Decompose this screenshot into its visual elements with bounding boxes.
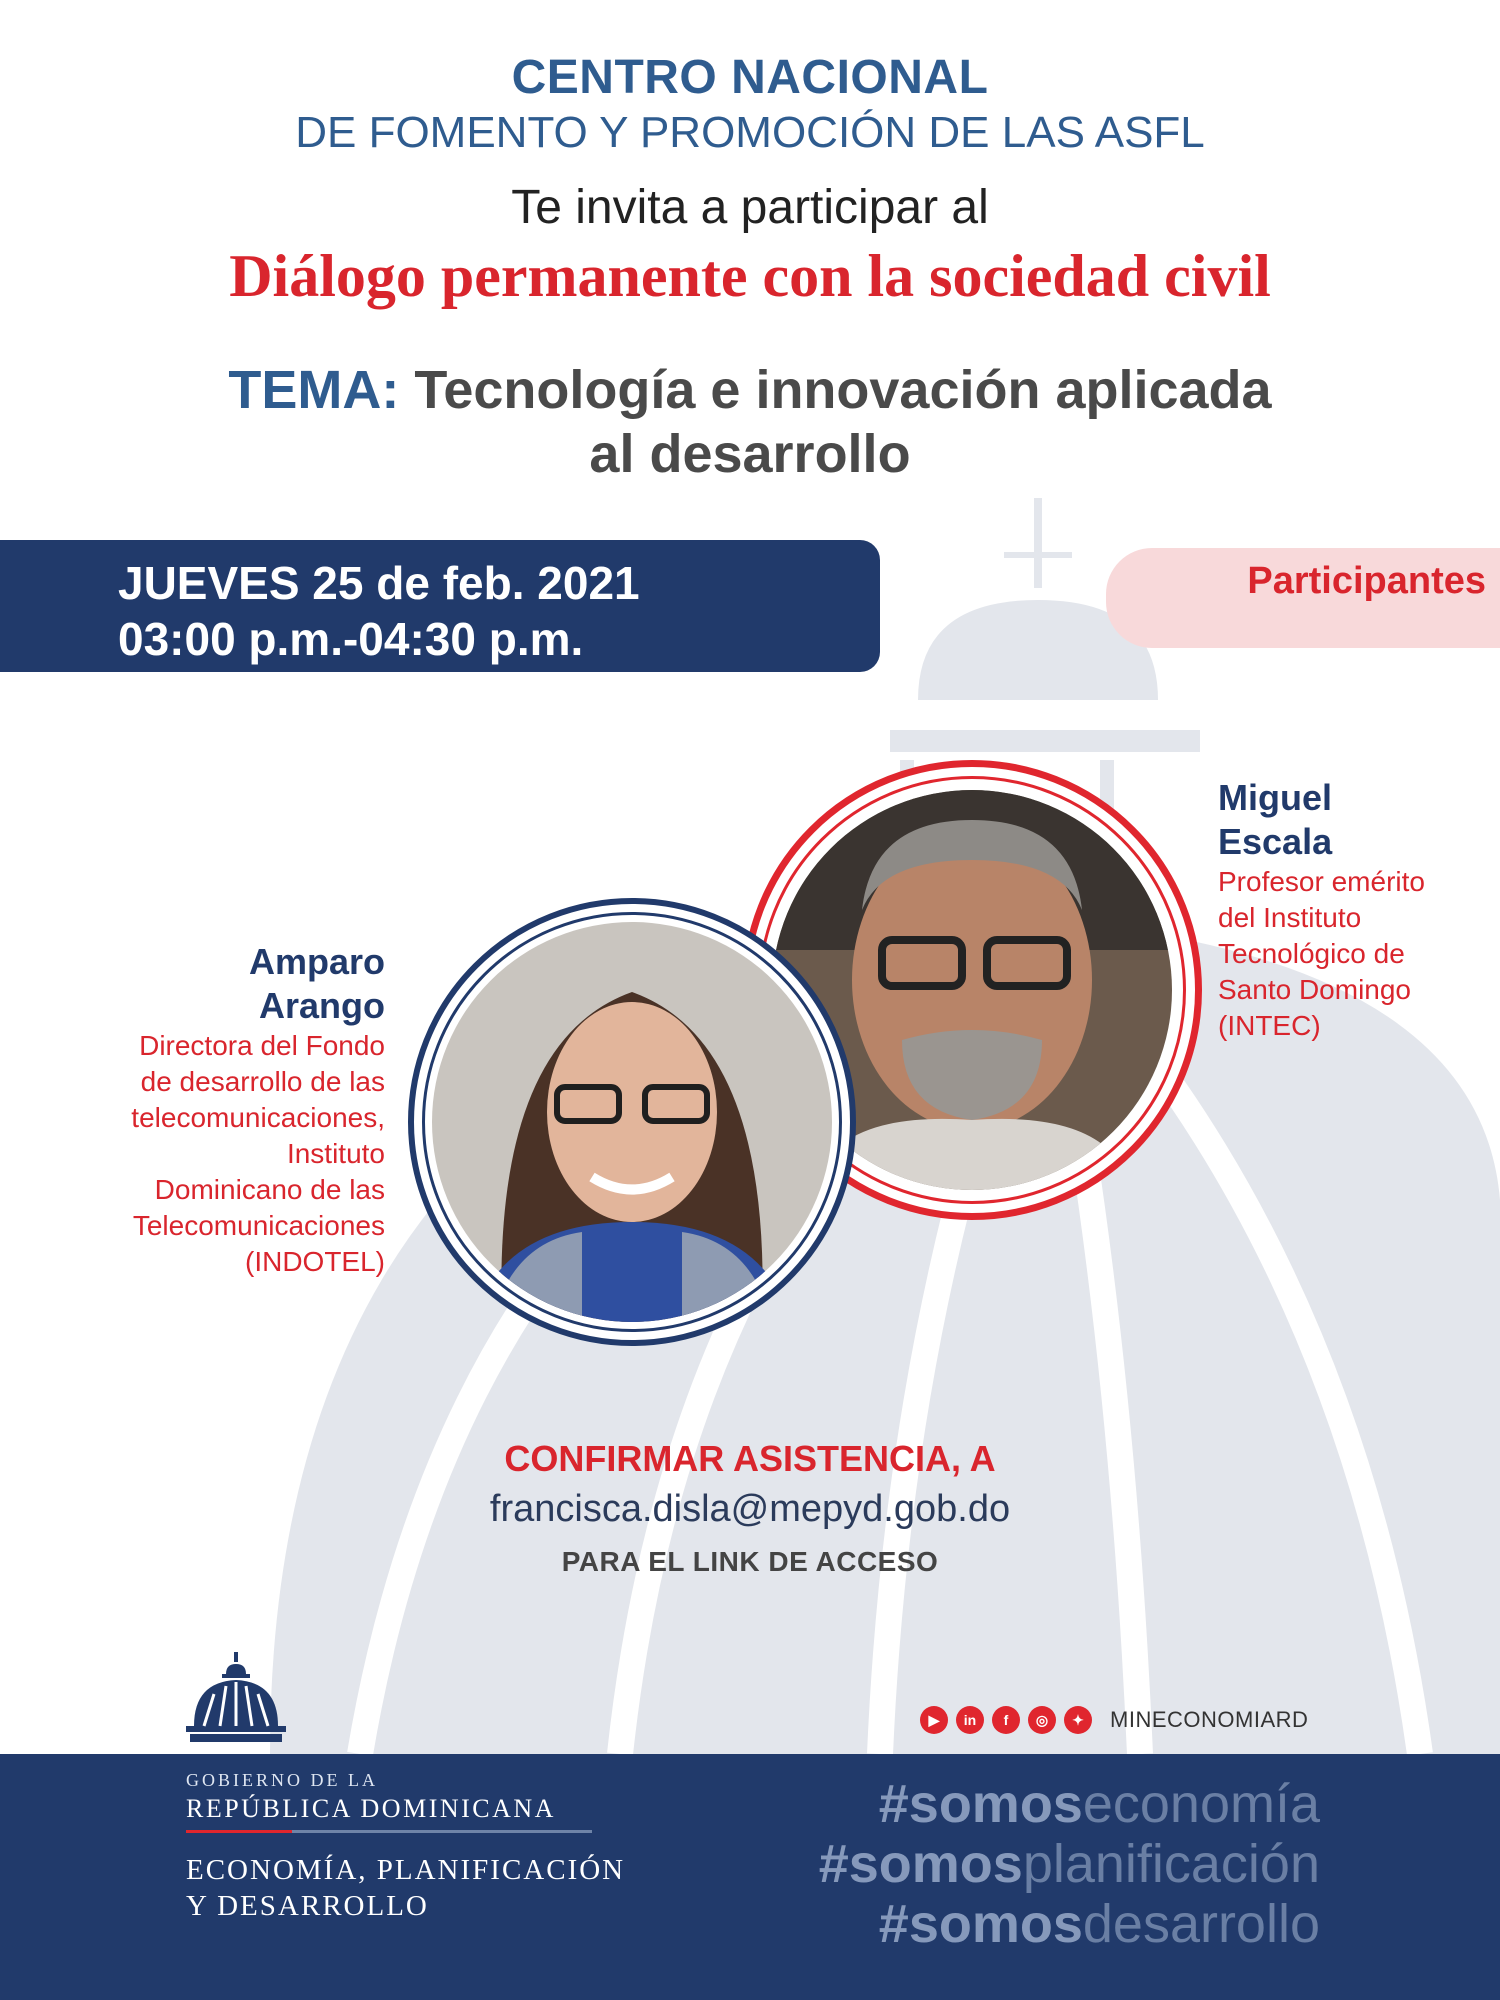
- amparo-role-line: de desarrollo de las: [140, 1066, 385, 1097]
- amparo-role-line: Telecomunicaciones: [132, 1210, 385, 1241]
- linkedin-icon[interactable]: in: [956, 1706, 984, 1734]
- amparo-role-line: Dominicano de las: [154, 1174, 385, 1205]
- org-name-line1: CENTRO NACIONAL: [511, 51, 989, 104]
- amparo-role: [131, 1028, 385, 1280]
- rsvp-heading: CONFIRMAR ASISTENCIA, A: [504, 1438, 996, 1479]
- instagram-icon[interactable]: ◎: [1028, 1706, 1056, 1734]
- topic-line1: Tecnología e innovación aplicada: [399, 360, 1272, 420]
- topic-line2: al desarrollo: [589, 424, 911, 484]
- event-date: JUEVES 25 de feb. 2021: [118, 557, 640, 609]
- amparo-portrait-inner-ring: [422, 912, 842, 1332]
- rsvp-access-note: PARA EL LINK DE ACCESO: [561, 1546, 939, 1577]
- facebook-icon[interactable]: f: [992, 1706, 1020, 1734]
- gov-line1: GOBIERNO DE LA: [186, 1770, 378, 1790]
- ministry-line2: Y DESARROLLO: [186, 1890, 429, 1922]
- hashtag-economia: [879, 1774, 1320, 1834]
- hashtag-word: planificación: [1022, 1834, 1320, 1894]
- hashtag-prefix: #somos: [878, 1774, 1083, 1834]
- hashtag-prefix: #somos: [878, 1894, 1083, 1954]
- youtube-icon[interactable]: ▶: [920, 1706, 948, 1734]
- gov-line2: REPÚBLICA DOMINICANA: [186, 1794, 556, 1823]
- miguel-name: [1218, 776, 1332, 864]
- miguel-role-line: Santo Domingo: [1218, 974, 1412, 1005]
- gov-divider-red: [186, 1830, 292, 1833]
- amparo-role-line: (INDOTEL): [245, 1246, 385, 1277]
- participants-label: Participantes: [1247, 560, 1486, 602]
- miguel-last-name: Escala: [1218, 821, 1333, 862]
- rsvp-email-link[interactable]: francisca.disla@mepyd.gob.do: [489, 1488, 1011, 1530]
- miguel-role-line: Tecnológico de: [1218, 938, 1405, 969]
- ministry-name: [186, 1852, 625, 1924]
- hashtag-word: economía: [1082, 1774, 1320, 1834]
- topic-heading: [0, 358, 1500, 486]
- government-dome-logo: [180, 1652, 292, 1748]
- miguel-first-name: Miguel: [1218, 777, 1332, 818]
- invite-text: Te invita a participar al: [511, 181, 989, 234]
- miguel-role-line: (INTEC): [1218, 1010, 1321, 1041]
- amparo-name: [249, 940, 385, 1028]
- miguel-role-line: del Instituto: [1218, 902, 1362, 933]
- hashtag-prefix: #somos: [818, 1834, 1023, 1894]
- ministry-line1: ECONOMÍA, PLANIFICACIÓN: [186, 1854, 626, 1886]
- social-handle[interactable]: MINECONOMIARD: [1110, 1707, 1309, 1732]
- org-name-line2: DE FOMENTO Y PROMOCIÓN DE LAS ASFL: [295, 108, 1205, 157]
- gov-divider: [292, 1830, 592, 1833]
- topic-label: TEMA:: [228, 360, 400, 420]
- amparo-role-line: Directora del Fondo: [139, 1030, 385, 1061]
- amparo-role-line: Instituto: [286, 1138, 385, 1169]
- event-title: Diálogo permanente con la sociedad civil: [229, 243, 1271, 309]
- hashtag-word: desarrollo: [1082, 1894, 1320, 1954]
- amparo-role-line: telecomunicaciones,: [131, 1102, 385, 1133]
- event-time: 03:00 p.m.-04:30 p.m.: [118, 613, 584, 665]
- hashtag-desarrollo: [879, 1894, 1320, 1954]
- hashtag-planificacion: [819, 1834, 1320, 1894]
- amparo-first-name: Amparo: [248, 941, 385, 982]
- social-links: [920, 1704, 1308, 1736]
- miguel-role: [1218, 864, 1425, 1044]
- twitter-icon[interactable]: ✦: [1064, 1706, 1092, 1734]
- miguel-role-line: Profesor emérito: [1218, 866, 1425, 897]
- amparo-last-name: Arango: [259, 985, 385, 1026]
